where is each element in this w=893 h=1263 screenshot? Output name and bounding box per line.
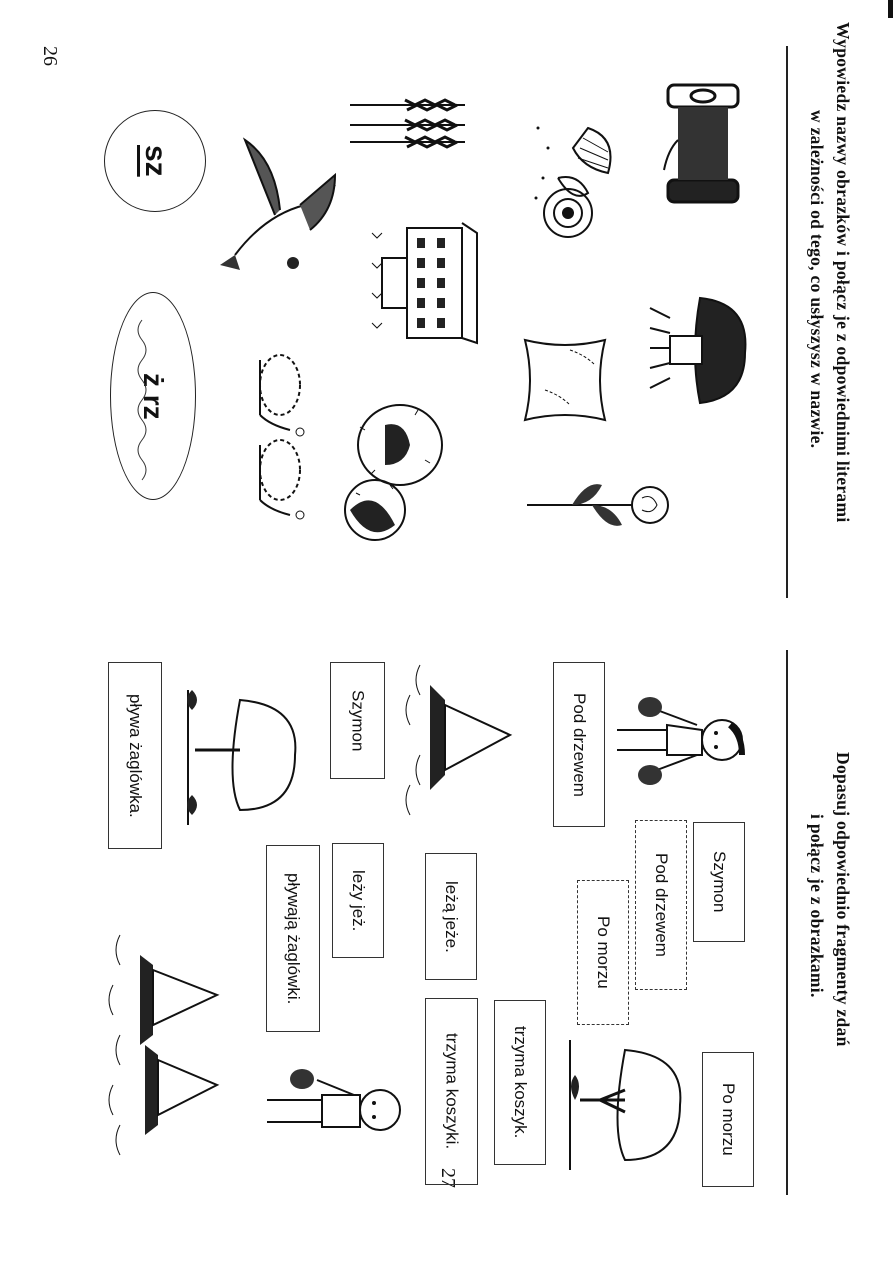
fragment-pod-drzewem-1[interactable]: Pod drzewem: [635, 820, 687, 990]
castle-picture[interactable]: [362, 218, 487, 353]
right-instruction-line2: i połącz je z obrazkami.: [807, 814, 827, 998]
rose-picture[interactable]: [522, 470, 672, 540]
right-title-rule: [786, 650, 788, 1195]
letter-z-rz-label: ż rz: [138, 372, 169, 420]
skates-picture[interactable]: [245, 350, 325, 520]
page-number-left: 26: [39, 46, 61, 66]
letter-sz-label: sz: [139, 145, 172, 177]
fragment-plywaja-zaglowki[interactable]: pływają żaglówki.: [266, 845, 320, 1032]
fragment-trzyma-koszyki[interactable]: trzyma koszyki.: [425, 998, 478, 1185]
mushroom-picture[interactable]: [645, 288, 750, 408]
fragment-pod-drzewem-2[interactable]: Pod drzewem: [553, 662, 605, 827]
boy-with-basket-picture[interactable]: [262, 1065, 407, 1155]
fragment-trzyma-koszyk[interactable]: trzyma koszyk.: [494, 1000, 546, 1165]
fragment-szymon-2[interactable]: Szymon: [330, 662, 385, 779]
oval-wave-decoration: [132, 320, 152, 480]
right-instruction-line1: Dopasuj odpowiednio fragmenty zdań: [833, 752, 853, 1047]
tree-picture-2[interactable]: [180, 690, 305, 825]
letter-circle-sz[interactable]: [104, 110, 206, 212]
sailboats-picture-2[interactable]: [105, 925, 235, 1155]
shells-picture[interactable]: [528, 108, 628, 248]
chestnuts-picture[interactable]: [345, 400, 450, 545]
thread-spool-picture[interactable]: [660, 80, 755, 210]
tree-picture-1[interactable]: [560, 1040, 690, 1170]
fragment-lezy-jez[interactable]: leży jeż.: [332, 843, 384, 958]
page-edge-mark: [888, 0, 893, 18]
left-instruction-line1: Wypowiedz nazwy obrazków i połącz je z odpowiednimi literami: [833, 22, 853, 523]
fragment-plywa-zaglowka[interactable]: pływa żaglówka.: [108, 662, 162, 849]
letter-oval-z-rz[interactable]: [110, 292, 196, 500]
bird-picture[interactable]: [215, 135, 345, 280]
fragment-po-morzu-2[interactable]: Po morzu: [702, 1052, 754, 1187]
pillow-picture[interactable]: [515, 330, 615, 430]
wheat-picture[interactable]: [345, 90, 470, 160]
left-instruction-line2: w zależności od tego, co usłyszysz w nazwie.: [807, 110, 827, 449]
boy-with-baskets-picture[interactable]: [612, 695, 752, 800]
page-number-right: 27: [437, 1168, 459, 1188]
fragment-leza-jeze[interactable]: leżą jeże.: [425, 853, 477, 980]
fragment-szymon-1[interactable]: Szymon: [693, 822, 745, 942]
fragment-po-morzu-1[interactable]: Po morzu: [577, 880, 629, 1025]
left-title-rule: [786, 46, 788, 598]
sailboat-picture-1[interactable]: [400, 655, 530, 815]
